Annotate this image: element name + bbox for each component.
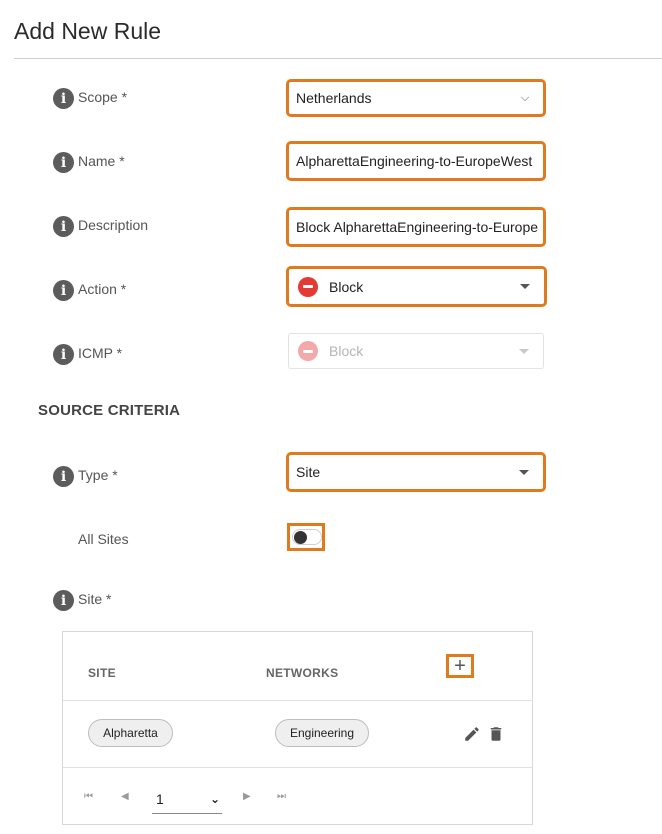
block-icon bbox=[298, 341, 318, 361]
all-sites-toggle[interactable] bbox=[287, 523, 325, 551]
page-number: 1 bbox=[156, 790, 164, 807]
row-divider bbox=[63, 767, 532, 768]
edit-icon[interactable] bbox=[463, 725, 481, 743]
next-page-icon[interactable]: ▶ bbox=[243, 791, 251, 802]
scope-value: Netherlands bbox=[296, 90, 372, 106]
name-label: Name * bbox=[78, 153, 125, 169]
info-icon[interactable]: i bbox=[53, 88, 74, 109]
description-input[interactable] bbox=[288, 209, 544, 245]
page-select[interactable] bbox=[152, 784, 222, 814]
name-value: AlpharettaEngineering-to-EuropeWest bbox=[296, 153, 533, 169]
all-sites-label: All Sites bbox=[78, 531, 129, 547]
column-header-site: SITE bbox=[88, 666, 116, 680]
page-title: Add New Rule bbox=[14, 18, 162, 44]
scope-label: Scope * bbox=[78, 89, 128, 105]
action-label: Action * bbox=[78, 281, 127, 297]
info-icon[interactable]: i bbox=[53, 216, 74, 237]
info-icon[interactable]: i bbox=[53, 590, 74, 611]
chevron-down-icon: ⌵ bbox=[520, 91, 530, 104]
toggle-knob bbox=[294, 531, 307, 544]
title-divider bbox=[14, 58, 662, 59]
network-chip[interactable]: Engineering bbox=[275, 719, 369, 747]
name-input[interactable] bbox=[288, 143, 544, 179]
icmp-value: Block bbox=[329, 343, 364, 359]
source-criteria-heading: SOURCE CRITERIA bbox=[38, 402, 181, 419]
delete-icon[interactable] bbox=[487, 725, 505, 743]
site-chip[interactable]: Alpharetta bbox=[88, 719, 173, 747]
scope-select[interactable] bbox=[288, 81, 544, 115]
chevron-down-icon: ⌄ bbox=[209, 791, 220, 806]
action-value: Block bbox=[329, 278, 364, 295]
block-icon bbox=[298, 277, 318, 297]
description-label: Description bbox=[78, 217, 149, 233]
last-page-icon[interactable]: ⏭ bbox=[277, 791, 286, 802]
info-icon[interactable]: i bbox=[53, 344, 74, 365]
type-value: Site bbox=[296, 464, 321, 480]
column-header-networks: NETWORKS bbox=[266, 666, 339, 680]
info-icon[interactable]: i bbox=[53, 280, 74, 301]
action-select[interactable] bbox=[288, 268, 545, 305]
caret-down-icon bbox=[520, 284, 530, 289]
plus-icon: + bbox=[454, 654, 466, 677]
type-label: Type * bbox=[78, 467, 118, 483]
caret-down-icon bbox=[519, 470, 529, 475]
site-label: Site * bbox=[78, 591, 112, 607]
table-row bbox=[63, 701, 532, 767]
icmp-select bbox=[288, 333, 544, 369]
type-select[interactable] bbox=[288, 454, 544, 490]
first-page-icon[interactable]: ⏮ bbox=[84, 791, 93, 802]
info-icon[interactable]: i bbox=[53, 152, 74, 173]
add-site-button[interactable] bbox=[446, 654, 474, 678]
site-table bbox=[62, 631, 533, 825]
description-value: Block AlpharettaEngineering-to-Europe bbox=[296, 219, 539, 235]
caret-down-icon bbox=[519, 349, 529, 354]
icmp-label: ICMP * bbox=[78, 345, 123, 361]
prev-page-icon[interactable]: ◀ bbox=[121, 791, 129, 802]
info-icon[interactable]: i bbox=[53, 466, 74, 487]
